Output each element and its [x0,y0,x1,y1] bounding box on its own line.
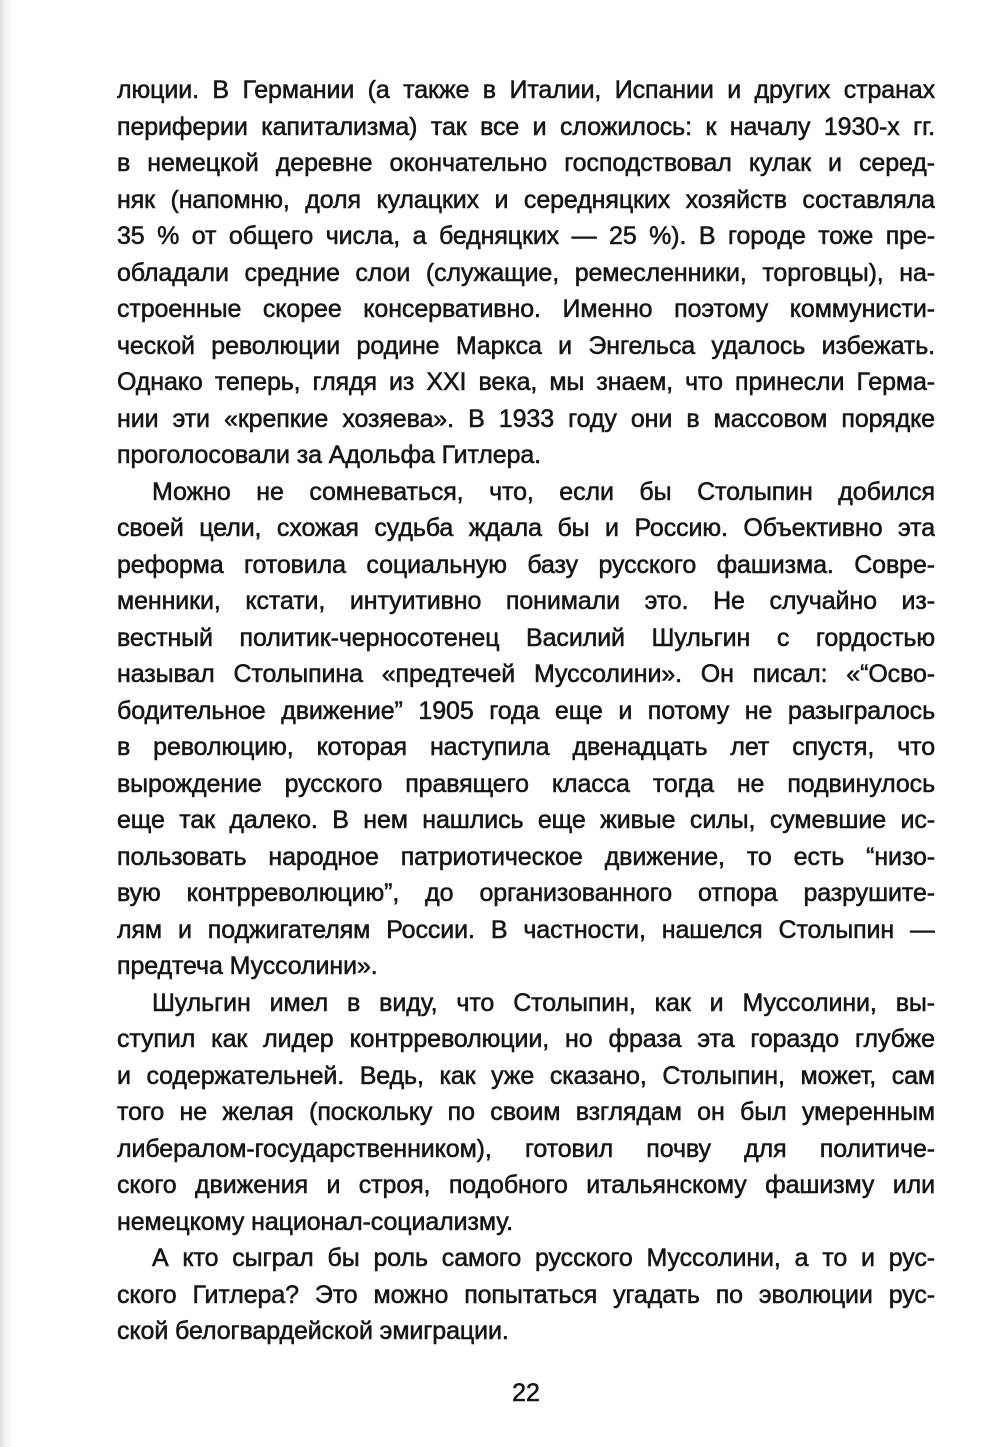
text-line: ского движения и строя, подобного итальянскому фашизму или [117,1171,935,1199]
text-line: нии эти «крепкие хозяева». В 1933 году они в массовом порядке [117,404,935,433]
text-line: вестный политик-черносотенец Василий Шульгин с гордостью [117,623,935,652]
text-line: бодительное движение” 1905 года еще и потому не разыгралось [117,696,935,725]
text-line: ской белогвардейской эмиграции. [117,1317,509,1345]
text-line: своей цели, схожая судьба ждала бы и Россию. Объективно эта [117,514,935,542]
text-line: либералом-государственником), готовил почву для политиче- [117,1134,935,1163]
text-line: Можно не сомневаться, что, если бы Столыпин добился [152,477,935,506]
text-line: предтеча Муссолини». [117,952,378,980]
text-line: периферии капитализма) так все и сложилось: к началу 1930-х гг. [117,112,935,141]
paragraph [117,985,935,1241]
text-line: няк (напомню, доля кулацких и середняцких хозяйств составляла [117,185,935,214]
paragraph [117,474,935,985]
text-line: строенные скорее консервативно. Именно поэтому коммунисти- [117,295,935,323]
text-line: ского Гитлера? Это можно попытаться угадать по эволюции рус- [117,1280,935,1309]
text-line: ческой революции родине Маркса и Энгельса удалось избежать. [117,331,935,360]
text-line: того не желая (поскольку по своим взглядам он был умеренным [117,1098,935,1126]
text-line: еще так далеко. В нем нашлись еще живые силы, сумевшие ис- [117,806,935,834]
text-line: Однако теперь, глядя из XXI века, мы знаем, что принесли Герма- [117,368,935,396]
text-line: и содержательней. Ведь, как уже сказано, Столыпин, может, сам [117,1061,935,1090]
text-line: в немецкой деревне окончательно господствовал кулак и серед- [117,149,935,177]
text-line: А кто сыграл бы роль самого русского Муссолини, а то и рус- [152,1244,935,1272]
text-line: вырождение русского правящего класса тогда не подвинулось [117,769,935,798]
page-number: 22 [512,1379,540,1407]
text-line: менники, кстати, интуитивно понимали это. Не случайно из- [117,587,935,615]
text-line: реформа готовила социальную базу русского фашизма. Совре- [117,550,935,579]
text-line: люции. В Германии (а также в Италии, Испании и других странах [117,76,935,104]
text-line: ступил как лидер контрреволюции, но фраза эта гораздо глубже [117,1025,935,1053]
text-line: проголосовали за Адольфа Гитлера. [117,441,542,469]
body-text [117,72,935,1350]
text-line: пользовать народное патриотическое движение, то есть “низо- [117,842,935,871]
text-line: обладали средние слои (служащие, ремесленники, торговцы), на- [117,258,935,287]
text-line: называл Столыпина «предтечей Муссолини». Он писал: «“Осво- [117,660,935,688]
text-line: вую контрреволюцию”, до организованного отпора разрушите- [117,879,935,907]
text-line: лям и поджигателям России. В частности, нашелся Столыпин — [117,915,935,944]
text-line: в революцию, которая наступила двенадцать лет спустя, что [117,733,935,761]
text-line: немецкому национал-социализму. [117,1207,513,1236]
text-line: Шульгин имел в виду, что Столыпин, как и Муссолини, вы- [152,988,935,1017]
paragraph [117,1240,935,1350]
text-line: 35 % от общего числа, а бедняцких — 25 %). В городе тоже пре- [117,222,935,250]
paragraph [117,72,935,474]
